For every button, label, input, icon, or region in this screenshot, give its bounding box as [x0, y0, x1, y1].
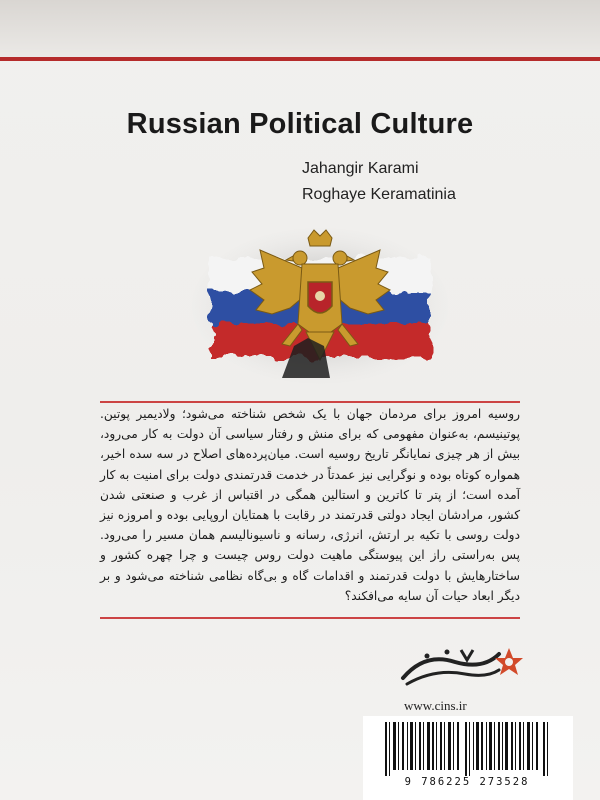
publisher-website: www.cins.ir — [404, 698, 467, 713]
book-title: Russian Political Culture — [126, 108, 474, 140]
blurb-text: روسیه امروز برای مردمان جهان با یک شخص شناخته می‌شود؛ ولادیمیر پوتین. پوتینیسم، به‌عنوان مفهومی که برای منش و رفتار سیاسی آن دولت به کار می‌رود، بیش از هر چیزی نمایانگر تاریخ روسیه است. میان‌پرده‌های اصلاح در سه سده اخیر، همواره کوتاه بوده و نوگرایی نیز عمدتاً در خدمت قدرتمندی دولت برای امنیت به کار آمده است؛ از پتر تا کاترین و استالین همگی در اقتباس از غرب و صنعتی شدن کشور، مرادشان ایجاد دولتی قدرتمند در رقابت با همتایان اروپایی بوده و امروزه نیز دولت روسی با تکیه بر ارتش، انرژی، رسانه و ناسیونالیسم همان مسیر را می‌رود. پس به‌راستی راز این پیوستگی ماهیت دولت روس چیست و چرا چهره کشور و ساختارهایش با دولت قدرتمند و اقدامات گاه و بی‌گاه نظامی شناخته می‌شود و بر دیگر ابعاد حیات آن سایه می‌افکند؟ — [100, 407, 520, 603]
author-name: Roghaye Keramatinia — [302, 186, 456, 203]
barcode-icon — [363, 716, 573, 776]
top-red-rule — [0, 57, 600, 61]
double-headed-eagle-icon — [190, 228, 450, 388]
blurb-top-rule — [100, 401, 520, 403]
publisher-logo-icon — [395, 640, 525, 690]
author-name: Jahangir Karami — [302, 160, 419, 177]
russian-flag-emblem-image — [190, 228, 450, 388]
blurb-bottom-rule — [100, 617, 520, 619]
isbn-number: 9 786225 273528 — [404, 776, 530, 788]
publisher-logo — [395, 640, 525, 690]
top-band — [0, 0, 600, 57]
